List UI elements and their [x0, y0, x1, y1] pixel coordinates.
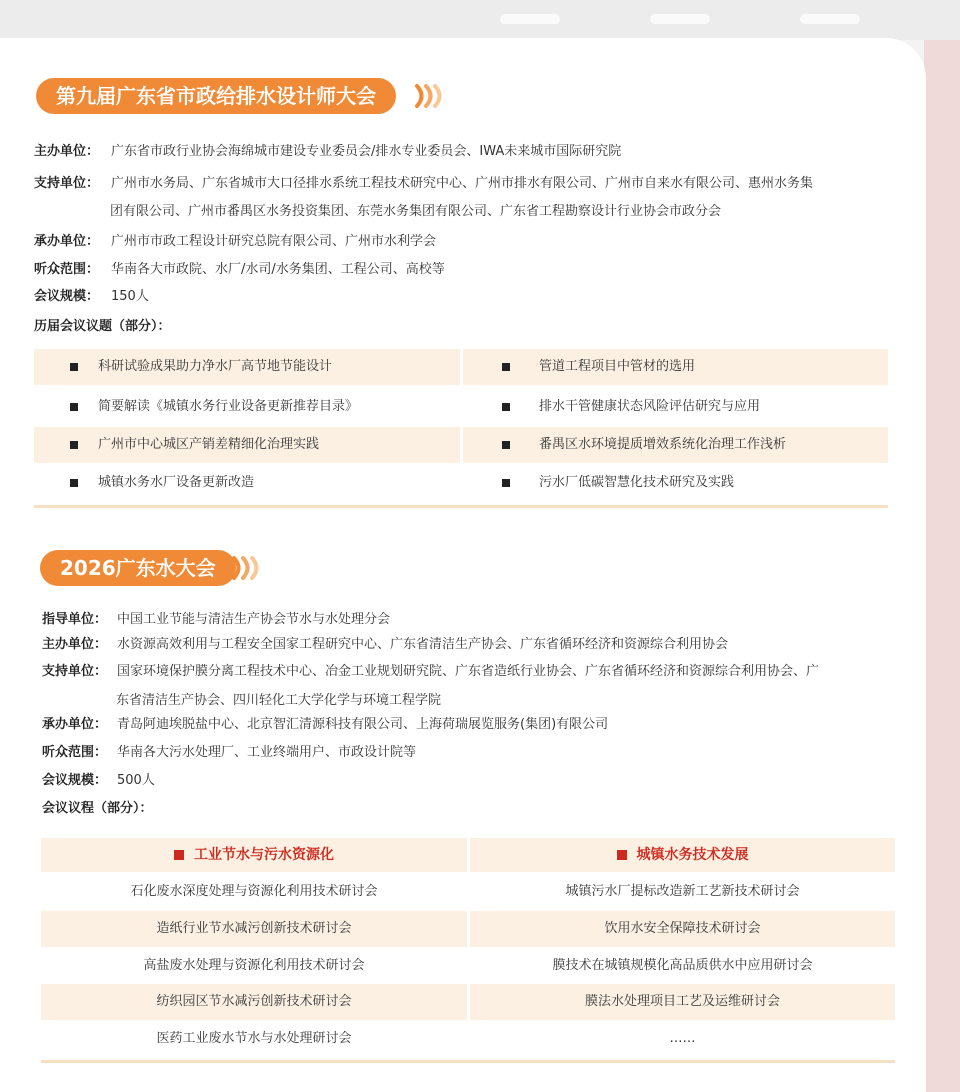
topic-text: 简要解读《城镇水务行业设备更新推荐目录》	[98, 399, 359, 414]
s1-undertaker-label: 承办单位：	[34, 234, 100, 249]
agenda-row	[41, 874, 895, 910]
topic-text: 排水干管健康状态风险评估研究与应用	[539, 399, 761, 414]
s2-support-value: 国家环境保护膜分离工程技术中心、冶金工业规划研究院、广东省造纸行业协会、广东省循环经济和资源综合利用协会、广	[117, 664, 820, 679]
s2-agenda-heading-row	[42, 800, 153, 818]
s1-organizer-label: 主办单位：	[34, 144, 100, 159]
topic-cell	[463, 427, 888, 463]
s2-scale-value: 500人	[117, 773, 155, 788]
topic-cell	[34, 389, 460, 425]
agenda-item: 膜技术在城镇规模化高品质供水中应用研讨会	[552, 958, 813, 973]
section1-title: 第九届广东省市政给排水设计师大会	[36, 78, 396, 114]
agenda-item: 造纸行业节水减污创新技术研讨会	[41, 911, 467, 947]
decor-glow	[650, 14, 710, 24]
agenda-header	[41, 838, 895, 872]
topic-text: 科研试验成果助力净水厂高节地节能设计	[98, 359, 333, 374]
topic-cell	[34, 465, 460, 501]
s2-support-row	[42, 663, 819, 681]
topic-row	[34, 465, 888, 501]
s1-organizer-value: 广东省市政行业协会海绵城市建设专业委员会/排水专业委员会、IWA未来城市国际研究院	[111, 144, 622, 159]
agenda-row	[41, 1021, 895, 1057]
topic-row	[34, 349, 888, 385]
bullet-square-icon	[70, 441, 78, 449]
agenda-row	[41, 984, 895, 1020]
agenda-item: 纺织园区节水减污创新技术研讨会	[41, 984, 467, 1020]
agenda-item: ……	[669, 1031, 696, 1046]
agenda-item: 膜法水处理项目工艺及运维研讨会	[470, 984, 895, 1020]
red-square-icon	[174, 850, 184, 860]
s2-support-cont: 东省清洁生产协会、四川轻化工大学化学与环境工程学院	[116, 693, 442, 708]
s1-support-cont: 团有限公司、广州市番禺区水务投资集团、东莞水务集团有限公司、广东省工程勘察设计行业协会市政分会	[110, 204, 722, 219]
agenda-item: 城镇污水厂提标改造新工艺新技术研讨会	[565, 884, 800, 899]
bullet-square-icon	[70, 479, 78, 487]
s1-scale-label: 会议规模：	[34, 289, 100, 304]
agenda-header-cell	[41, 838, 467, 872]
bullet-square-icon	[502, 403, 510, 411]
s1-scale-value: 150人	[111, 289, 149, 304]
topic-row	[34, 389, 888, 425]
s2-scale-label: 会议规模：	[42, 773, 108, 788]
agenda-col2-title: 城镇水务技术发展	[636, 847, 749, 863]
agenda-item: 医药工业废水节水与水处理研讨会	[156, 1031, 352, 1046]
decor-glow	[500, 14, 560, 24]
bullet-square-icon	[70, 403, 78, 411]
s1-audience-label: 听众范围：	[34, 262, 100, 277]
s1-support-value: 广州市水务局、广东省城市大口径排水系统工程技术研究中心、广州市排水有限公司、广州市自来水有限公司、惠州水务集	[111, 176, 814, 191]
section2-title: 2026广东水大会	[40, 550, 236, 586]
s2-agenda-heading: 会议议程（部分）：	[42, 801, 153, 816]
s2-audience-row	[42, 744, 416, 762]
decor-glow	[800, 14, 860, 24]
chevrons-icon	[231, 550, 265, 586]
bullet-square-icon	[502, 479, 510, 487]
s2-audience-label: 听众范围：	[42, 745, 108, 760]
s1-undertaker-value: 广州市市政工程设计研究总院有限公司、广州市水利学会	[111, 234, 437, 249]
s2-organizer-row	[42, 636, 728, 654]
topic-cell	[34, 349, 460, 385]
topic-text: 管道工程项目中管材的选用	[539, 359, 696, 374]
top-background	[0, 0, 960, 40]
agenda-col1-title: 工业节水与污水资源化	[194, 847, 334, 863]
s2-organizer-value: 水资源高效利用与工程安全国家工程研究中心、广东省清洁生产协会、广东省循环经济和资源综合利用协会	[117, 637, 729, 652]
s1-audience-value: 华南各大市政院、水厂/水司/水务集团、工程公司、高校等	[111, 262, 445, 277]
s1-topics-heading-row	[34, 318, 171, 336]
s2-guide-label: 指导单位：	[42, 612, 108, 627]
topic-text: 污水厂低碳智慧化技术研究及实践	[539, 475, 735, 490]
s2-organizer-label: 主办单位：	[42, 637, 108, 652]
topic-cell	[463, 349, 888, 385]
topic-text: 广州市中心城区产销差精细化治理实践	[98, 437, 320, 452]
s2-scale-row	[42, 772, 155, 790]
agenda-row	[41, 948, 895, 984]
s1-support-label: 支持单位：	[34, 176, 100, 191]
topic-row	[34, 427, 888, 463]
agenda-item: 石化废水深度处理与资源化利用技术研讨会	[130, 884, 378, 899]
agenda-row	[41, 911, 895, 947]
s2-guide-row	[42, 611, 390, 629]
divider	[34, 505, 888, 508]
bullet-square-icon	[502, 363, 510, 371]
topic-cell	[34, 427, 460, 463]
s1-audience-row	[34, 261, 445, 279]
agenda-header-cell	[470, 838, 895, 872]
s2-undertaker-label: 承办单位：	[42, 717, 108, 732]
bullet-square-icon	[502, 441, 510, 449]
divider	[41, 1060, 895, 1063]
s1-support-row	[34, 175, 813, 193]
s1-organizer-row	[34, 143, 621, 161]
side-background	[924, 40, 960, 1092]
s2-audience-value: 华南各大污水处理厂、工业终端用户、市政设计院等	[117, 745, 417, 760]
topic-text: 城镇水务水厂设备更新改造	[98, 475, 255, 490]
topic-cell	[463, 389, 888, 425]
agenda-item: 饮用水安全保障技术研讨会	[470, 911, 895, 947]
s1-topics-heading: 历届会议议题（部分）：	[34, 319, 171, 334]
chevrons-icon	[414, 78, 448, 114]
red-square-icon	[617, 850, 627, 860]
s1-undertaker-row	[34, 233, 436, 251]
s2-undertaker-value: 青岛阿迪埃脱盐中心、北京智汇清源科技有限公司、上海荷瑞展览服务(集团)有限公司	[117, 717, 609, 732]
topic-text: 番禺区水环境提质增效系统化治理工作浅析	[539, 437, 787, 452]
topic-cell	[463, 465, 888, 501]
s2-guide-value: 中国工业节能与清洁生产协会节水与水处理分会	[117, 612, 391, 627]
s2-support-label: 支持单位：	[42, 664, 108, 679]
bullet-square-icon	[70, 363, 78, 371]
agenda-item: 高盐废水处理与资源化利用技术研讨会	[143, 958, 365, 973]
s1-scale-row	[34, 288, 149, 306]
s2-undertaker-row	[42, 716, 608, 734]
